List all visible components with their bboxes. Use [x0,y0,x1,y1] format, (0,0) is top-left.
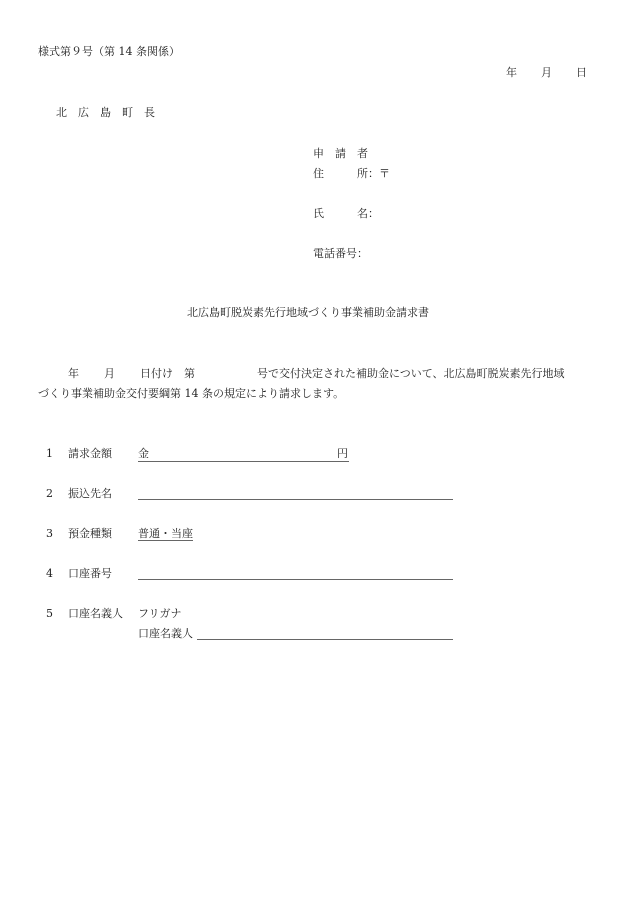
account-holder-field-line[interactable] [197,639,453,640]
item-2-number: 2 [46,487,53,500]
account-holder-label: 口座名義人 [138,627,193,640]
account-number-field-line[interactable] [138,579,453,580]
item-3-number: 3 [46,527,53,540]
furigana-label: フリガナ [138,607,182,620]
amount-suffix: 円 [337,447,348,460]
item-3-label: 預金種類 [68,527,112,540]
form-number: 様式第９号（第 14 条関係） [38,45,180,58]
payee-field-line[interactable] [138,499,453,500]
item-5-label: 口座名義人 [68,607,123,620]
date-year-label: 年 [506,66,517,79]
phone-label: 電話番号： [313,247,368,260]
amount-prefix: 金 [138,447,149,460]
date-month-label: 月 [541,66,552,79]
body-year: 年 [68,367,79,380]
document-title: 北広島町脱炭素先行地域づくり事業補助金請求書 [187,306,429,319]
item-1-number: 1 [46,447,53,460]
deposit-type-options[interactable]: 普通・当座 [138,527,193,540]
body-month: 月 [104,367,115,380]
amount-field-line[interactable] [138,461,349,462]
item-4-label: 口座番号 [68,567,112,580]
applicant-title: 申 請 者 [313,147,368,160]
item-5-number: 5 [46,607,53,620]
name-label: 氏 名： [313,207,379,220]
body-line2: づくり事業補助金交付要綱第 14 条の規定により請求します。 [38,387,345,400]
item-1-label: 請求金額 [68,447,112,460]
address-label: 住 所：〒 [313,167,390,180]
date-day-label: 日 [576,66,587,79]
item-4-number: 4 [46,567,53,580]
item-2-label: 振込先名 [68,487,112,500]
body-line1-rest: 号で交付決定された補助金について、北広島町脱炭素先行地域 [257,367,565,380]
addressee: 北 広 島 町 長 [56,106,155,119]
body-day-number: 日付け 第 [140,367,195,380]
